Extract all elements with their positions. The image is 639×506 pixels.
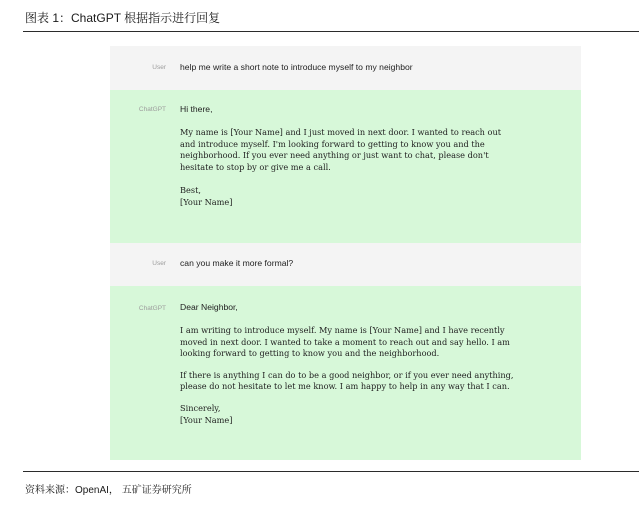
signature-line: [Your Name] — [180, 414, 233, 425]
paragraph-line: and introduce myself. I'm looking forward to getting to know you and the — [180, 138, 485, 149]
chat-transcript — [110, 46, 581, 460]
user-message-text: can you make it more formal? — [180, 258, 294, 268]
paragraph — [180, 370, 570, 393]
paragraph-line: moved in next door. I wanted to take a moment to reach out and say hello. I am — [180, 336, 510, 347]
assistant-message-row — [110, 90, 581, 243]
paragraph-line: I am writing to introduce myself. My name is [Your Name] and I have recently — [180, 325, 505, 336]
paragraph-gap — [180, 116, 570, 128]
user-message-text: help me write a short note to introduce myself to my neighbor — [180, 62, 413, 72]
top-divider — [23, 31, 639, 32]
closing-line: Best, — [180, 184, 201, 195]
bottom-divider — [23, 471, 639, 472]
paragraph-gap — [180, 314, 570, 326]
closing-line: Sincerely, — [180, 403, 221, 414]
user-message-row — [110, 243, 581, 286]
paragraph-line: please do not hesitate to let me know. I am happy to help in any way that I can. — [180, 381, 510, 392]
paragraph-line: looking forward to getting to know you and the neighborhood. — [180, 348, 440, 359]
paragraph-line: My name is [Your Name] and I just moved in next door. I wanted to reach out — [180, 127, 502, 138]
signature-line: [Your Name] — [180, 196, 233, 207]
source-note: 资料来源：OpenAI， 五矿证券研究所 — [25, 485, 192, 496]
role-label-user: User — [152, 64, 166, 71]
role-label-assistant: ChatGPT — [138, 305, 166, 312]
paragraph-gap — [180, 393, 570, 403]
paragraph — [180, 325, 570, 360]
assistant-message-text — [180, 104, 570, 208]
user-message-row — [110, 46, 581, 90]
paragraph-gap — [180, 173, 570, 185]
paragraph — [180, 127, 570, 173]
greeting-line: Dear Neighbor, — [180, 302, 238, 312]
assistant-message-row — [110, 286, 581, 460]
figure-title: 图表 1：ChatGPT 根据指示进行回复 — [25, 11, 221, 25]
assistant-message-text — [180, 302, 570, 426]
role-label-assistant: ChatGPT — [138, 106, 166, 113]
greeting-line: Hi there, — [180, 104, 213, 114]
paragraph-gap — [180, 360, 570, 370]
paragraph-line: hesitate to stop by or give me a call. — [180, 161, 331, 172]
paragraph-line: neighborhood. If you ever need anything or just want to chat, please don't — [180, 150, 489, 161]
paragraph-line: If there is anything I can do to be a good neighbor, or if you ever need anything, — [180, 369, 514, 380]
role-label-user: User — [152, 260, 166, 267]
